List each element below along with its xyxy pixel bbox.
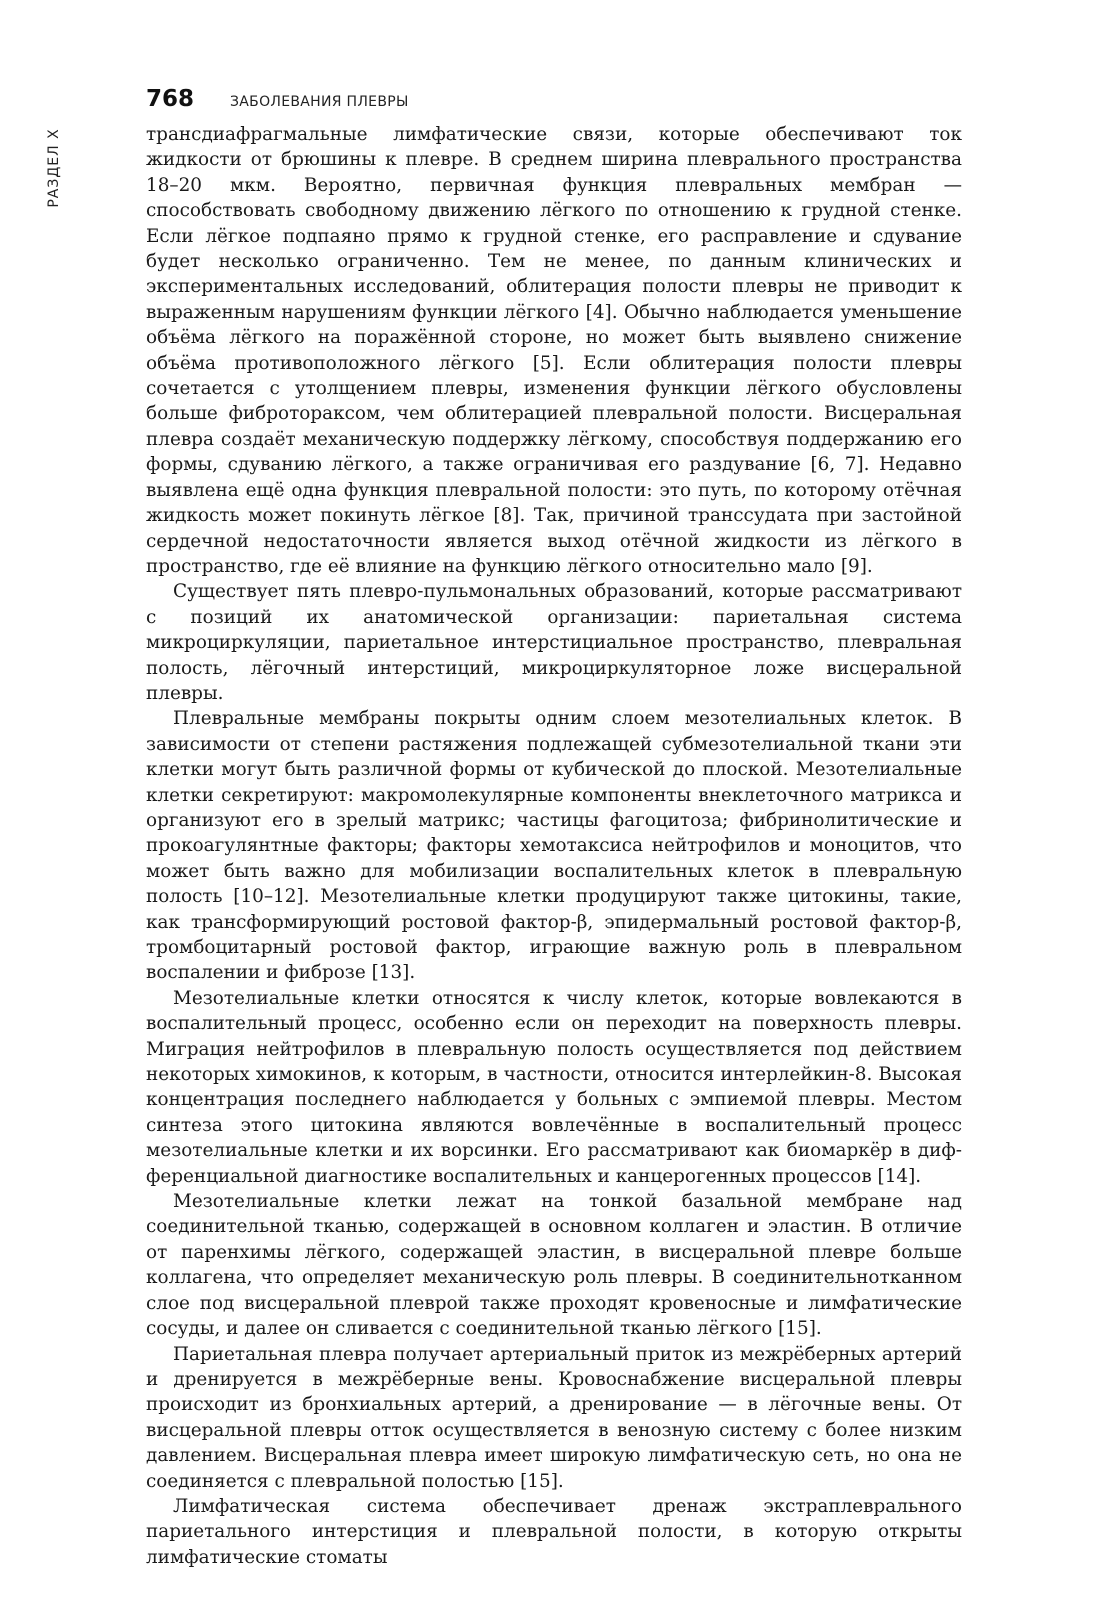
- paragraph-5: Мезотелиальные клетки лежат на тонкой базальной мембране над соединительной тканью, содержащей в основном коллаген и эластин. В отличие от паренхимы лёгкого, содержащей эластин, в висцеральной плевре больше коллагена, что определяет механическую роль плевры. В соединительнотканном слое под висцеральной плеврой также проходят кровеносные и лимфатические сосуды, и далее он сливается с соединительной тканью лёгкого [15].: [146, 1191, 962, 1340]
- page-header: [146, 86, 409, 112]
- paragraph-2: Существует пять плевро-пульмональных образований, которые рассматривают с позиций их анатомической организации: париетальная система микроциркуляции, париетальное интерстициальное пространство, плевральная полость, лёгочный интерстиций, микроциркуляторное ложе висцеральной плевры.: [146, 581, 962, 704]
- paragraph-1: трансдиафрагмальные лимфатические связи, которые обеспечивают ток жидкости от брюшины к плевре. В среднем ширина плеврального пространства 18–20 мкм. Вероятно, первичная функция плевральных мембран — способствовать свободному движению лёгкого по отношению к грудной стенке. Если лёгкое подпаяно прямо к грудной стенке, его расправление и сдувание будет несколько ограниченно. Тем не менее, по данным клинических и экспериментальных исследований, облитерация полости плевры не приводит к выраженным нарушениям функции лёгкого [4]. Обычно наблюдается уменьшение объёма лёгкого на поражённой стороне, но может быть выявлено снижение объёма противоположного лёгкого [5]. Если облитерация полости плевры сочетается с утолщением плевры, изменения функции лёгкого обусловлены больше фибротораксом, чем облитерацией плевральной полости. Висцеральная плевра создаёт механическую поддержку лёгкому, способствуя поддержанию его формы, сдуванию лёгкого, а также ограничивая его раздувание [6, 7]. Недавно выявлена ещё одна функция плевральной полости: это путь, по которому отёчная жидкость может покинуть лёгкое [8]. Так, причиной транссудата при застойной сердечной недостаточности является выход отёчной жидкости из лёгкого в пространство, где её влияние на функцию лёгкого относительно мало [9].: [146, 124, 962, 577]
- page-number: 768: [146, 86, 195, 112]
- paragraph-4: Мезотелиальные клетки относятся к числу клеток, которые вовлекаются в воспалительный процесс, особенно если он переходит на поверхность плевры. Миграция нейтрофилов в плевральную полость осуществляется под действием некоторых химокинов, к которым, в частности, относится интерлейкин-8. Высокая концентрация последнего наблюдается у больных с эмпиемой плевры. Местом синтеза этого цитокина являются вовлечённые в воспалительный процесс мезотелиальные клетки и их ворсинки. Его рассматривают как биомаркёр в дифференциальной диагностике воспалительных и канцерогенных процессов [14].: [146, 987, 962, 1187]
- paragraph-3: Плевральные мембраны покрыты одним слоем мезотелиальных клеток. В зависимости от степени растяжения подлежащей субмезотелиальной ткани эти клетки могут быть различной формы от кубической до плоской. Мезотелиальные клетки секретируют: макромолекулярные компоненты внеклеточного матрикса и организуют его в зрелый матрикс; частицы фагоцитоза; фибринолитические и прокоагулянтные факторы; факторы хемотаксиса нейтрофилов и моноцитов, что может быть важно для мобилизации воспалительных клеток в плевральную полость [10–12]. Мезотелиальные клетки продуцируют также цитокины, такие, как трансформирующий ростовой фактор-β, эпидермальный ростовой фактор-β, тромбоцитарный ростовой фактор, играющие важную роль в плевральном воспалении и фиброзе [13].: [146, 708, 962, 984]
- paragraph-6: Париетальная плевра получает артериальный приток из межрёберных артерий и дренируется в межрёберные вены. Кровоснабжение висцеральной плевры происходит из бронхиальных артерий, а дренирование — в лёгочные вены. От висцеральной плевры отток осуществляется в венозную систему с более низким давлением. Висцеральная плевра имеет широкую лимфатическую сеть, но она не соединяется с плевральной полостью [15].: [146, 1343, 962, 1492]
- paragraph-7: Лимфатическая система обеспечивает дренаж экстраплеврального париетального интерстиция и плевральной полости, в которую открыты лимфатические стоматы: [146, 1495, 962, 1568]
- section-side-label: РАЗДЕЛ X: [46, 128, 62, 208]
- body-text: [146, 122, 962, 1570]
- running-title: ЗАБОЛЕВАНИЯ ПЛЕВРЫ: [230, 94, 409, 110]
